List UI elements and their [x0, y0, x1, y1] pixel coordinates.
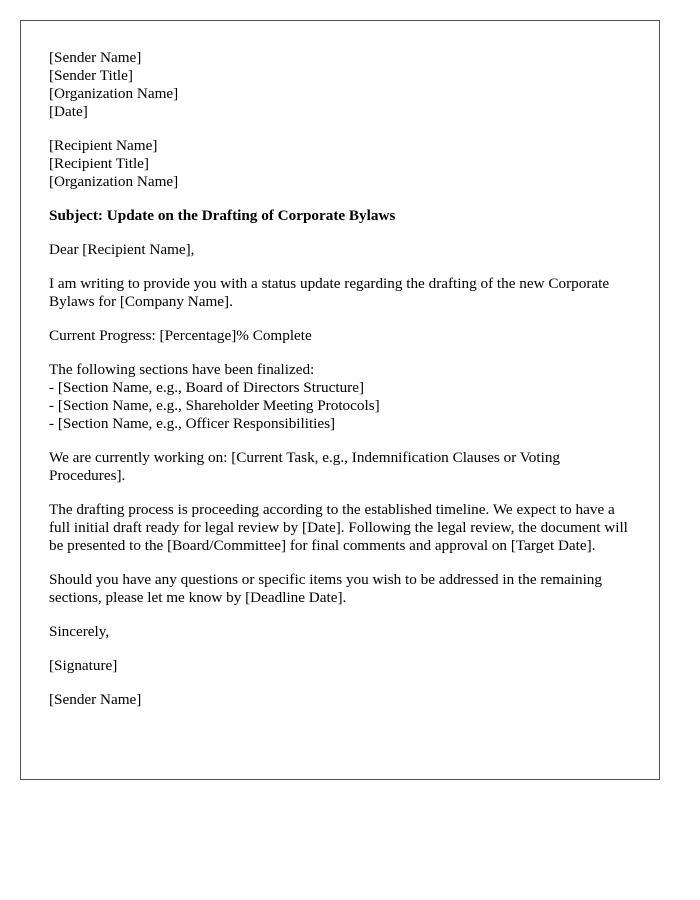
signoff-name: [Sender Name]	[49, 691, 142, 708]
sender-block	[49, 49, 639, 121]
recipient-name: [Recipient Name]	[49, 137, 158, 154]
sender-name: [Sender Name]	[49, 49, 142, 66]
list-item: - [Section Name, e.g., Shareholder Meeting Protocols]	[49, 397, 380, 414]
sender-organization: [Organization Name]	[49, 85, 179, 102]
letter-content	[49, 49, 639, 709]
current-work-paragraph: We are currently working on: [Current Task, e.g., Indemnification Clauses or Voting Procedures].	[49, 449, 561, 484]
progress-line: Current Progress: [Percentage]% Complete	[49, 327, 312, 344]
timeline-paragraph: The drafting process is proceeding according to the established timeline. We expect to have a full initial draft ready for legal review by [Date]. Following the legal review, the document will be presented to the [Board/Committee] for final comments and approval on [Target Date].	[49, 501, 628, 554]
recipient-block	[49, 137, 639, 191]
list-item: - [Section Name, e.g., Officer Responsibilities]	[49, 415, 336, 432]
letter-page	[20, 20, 660, 780]
list-item: - [Section Name, e.g., Board of Directors Structure]	[49, 379, 365, 396]
sender-title: [Sender Title]	[49, 67, 133, 84]
closing: Sincerely,	[49, 623, 110, 640]
salutation: Dear [Recipient Name],	[49, 241, 195, 258]
recipient-organization: [Organization Name]	[49, 173, 179, 190]
finalized-heading: The following sections have been finalized:	[49, 361, 315, 378]
subject-line: Subject: Update on the Drafting of Corporate Bylaws	[49, 207, 396, 224]
questions-paragraph: Should you have any questions or specific items you wish to be addressed in the remaining sections, please let me know by [Deadline Date].	[49, 571, 602, 606]
intro-paragraph: I am writing to provide you with a status update regarding the drafting of the new Corporate Bylaws for [Company Name].	[49, 275, 610, 310]
recipient-title: [Recipient Title]	[49, 155, 149, 172]
finalized-sections	[49, 361, 639, 433]
signature: [Signature]	[49, 657, 118, 674]
letter-date: [Date]	[49, 103, 88, 120]
